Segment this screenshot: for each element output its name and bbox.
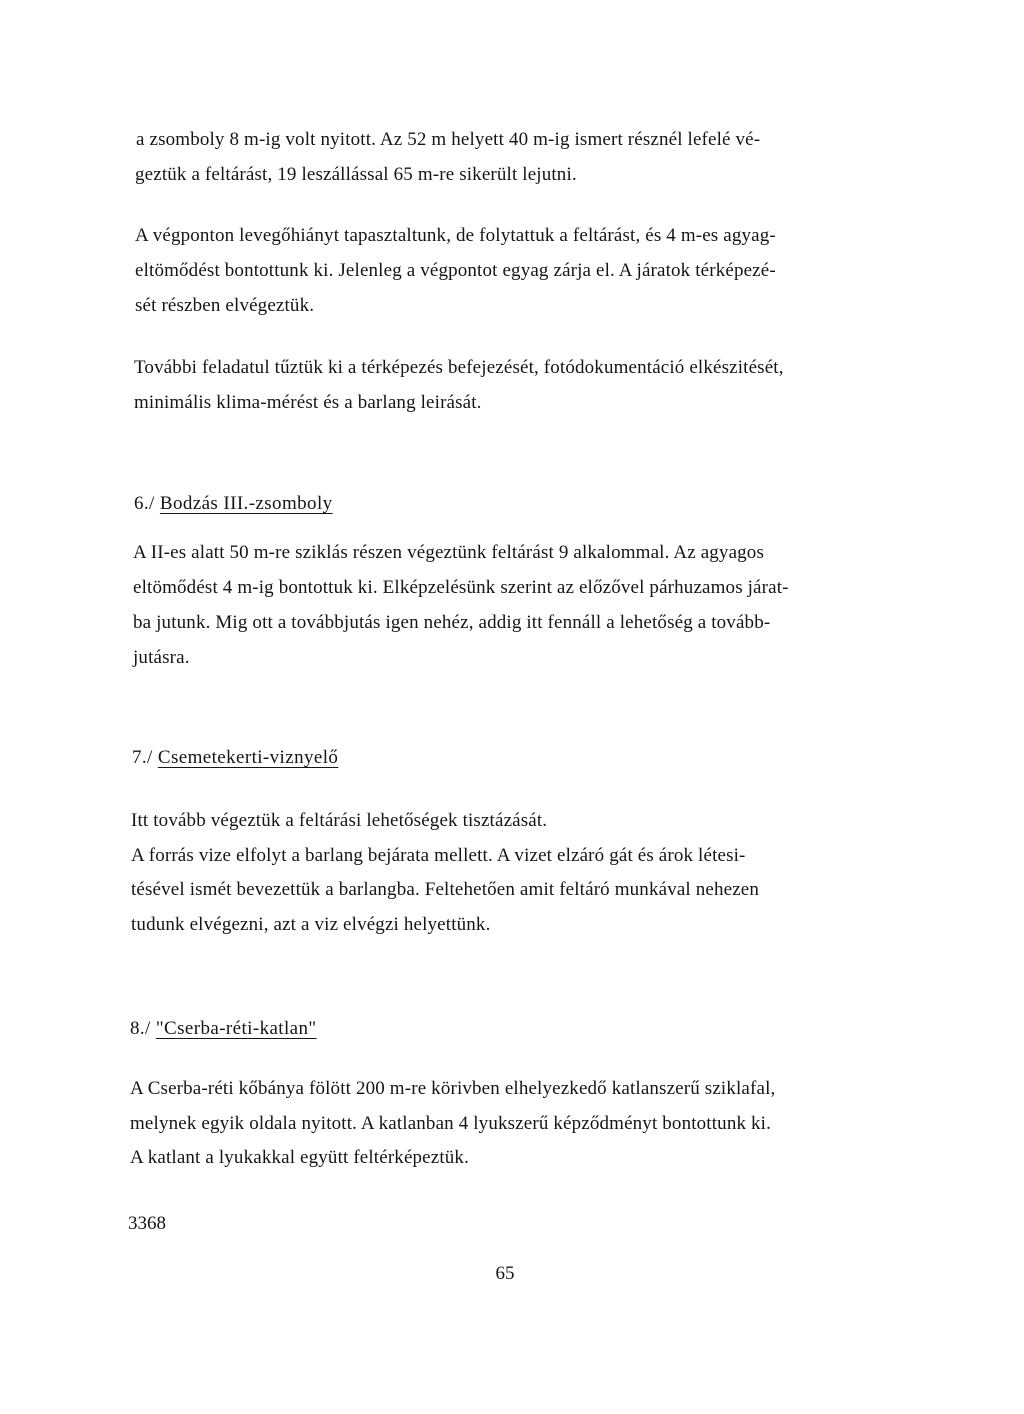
section-8-line-2: melynek egyik oldala nyitott. A katlanban 4 lyukszerű képződményt bontottunk ki. [130,1113,771,1134]
section-6-line-1: A II-es alatt 50 m-re sziklás részen végeztünk feltárást 9 alkalommal. Az agyagos [133,542,765,563]
section-7-line-1: Itt tovább végeztük a feltárási lehetőségek tisztázását. [131,810,548,831]
further-tasks-line-1: További feladatul tűztük ki a térképezés befejezését, fotódokumentáció elkészitését, [134,357,784,378]
continuation-line-1: a zsomboly 8 m-ig volt nyitott. Az 52 m helyett 40 m-ig ismert résznél lefelé vé- [136,129,761,150]
section-6-line-3: ba jutunk. Mig ott a továbbjutás igen nehéz, addig itt fennáll a lehetőség a tovább- [133,612,771,633]
section-8-number: 8./ [130,1018,151,1039]
section-7-line-4: tudunk elvégezni, azt a viz elvégzi helyettünk. [131,914,491,935]
section-6-number: 6./ [134,493,155,514]
footer-code: 3368 [128,1213,166,1234]
section-8-title: "Cserba-réti-katlan" [155,1018,317,1039]
further-tasks-line-2: minimális klima-mérést és a barlang leirását. [134,392,482,413]
section-6-line-2: eltömődést 4 m-ig bontottuk ki. Elképzelésünk szerint az előzővel párhuzamos járat- [133,577,789,598]
endpoint-line-1: A végponton levegőhiányt tapasztaltunk, de folytattuk a feltárást, és 4 m-es agyag- [135,225,776,246]
section-7-line-3: tésével ismét bevezettük a barlangba. Feltehetően amit feltáró munkával nehezen [131,879,760,900]
page-number: 65 [495,1263,515,1284]
section-6-line-4: jutásra. [133,647,190,668]
endpoint-line-2: eltömődést bontottunk ki. Jelenleg a végpontot egyag zárja el. A járatok térképezé- [135,260,776,281]
section-8-line-1: A Cserba-réti kőbánya fölött 200 m-re körivben elhelyezkedő katlanszerű sziklafal, [130,1078,776,1099]
endpoint-line-3: sét részben elvégeztük. [135,295,315,316]
section-7-title: Csemetekerti-viznyelő [157,747,339,768]
section-7-line-2: A forrás vize elfolyt a barlang bejárata mellett. A vizet elzáró gát és árok létesi- [131,845,746,866]
section-7-heading [132,746,338,770]
section-7-number: 7./ [132,747,153,768]
section-8-heading [130,1017,317,1041]
section-8-line-3: A katlant a lyukakkal együtt feltérképeztük. [130,1147,469,1168]
section-6-heading [134,492,333,516]
continuation-line-2: geztük a feltárást, 19 leszállással 65 m-re sikerült lejutni. [135,164,577,185]
section-6-title: Bodzás III.-zsomboly [159,493,333,514]
